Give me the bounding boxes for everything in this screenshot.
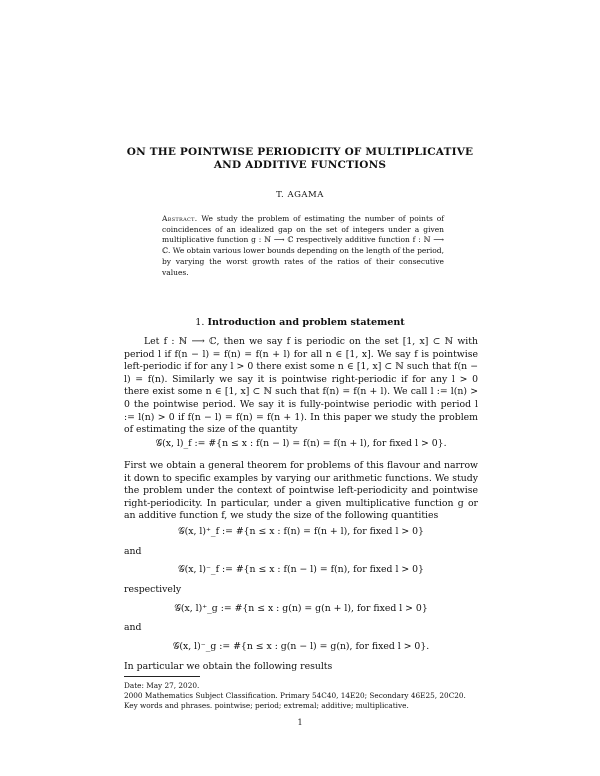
equation-fully-periodic: 𝒢(x, l)_f := #{n ≤ x : f(n − l) = f(n) = f(n + l), for fixed l > 0}. bbox=[155, 438, 447, 449]
section-number: 1. bbox=[195, 317, 205, 328]
connector-and-2: and bbox=[124, 622, 142, 633]
intro-paragraph-1: Let f : ℕ ⟶ ℂ, then we say f is periodic on the set [1, x] ⊂ ℕ with period l if f(n − l) = f(n) = f(n + l) for all n ∈ [1, x]. We say f is pointwise left-periodic if for any l > 0 there exist some n ∈ [1, x] ⊂ ℕ such that f(n − l) = f(n). Similarly we say it is pointwise right-periodic if for any l > 0 there exist some n ∈ [1, x] ⊂ ℕ such that f(n) = f(n + l). We call l := l(n) > 0 the pointwise period. We say it is fully-pointwise periodic with period l := l(n) > 0 if f(n − l) = f(n) = f(n + 1). In this paper we study the problem of estimating the size of the quantity bbox=[124, 336, 478, 436]
footnote-msc: 2000 Mathematics Subject Classification. Primary 54C40, 14E20; Secondary 46E25, 20C20. bbox=[124, 691, 466, 700]
abstract-text: We study the problem of estimating the number of points of coincidences of an idealized gap on the set of integers under a given multiplicative function g : ℕ ⟶ ℂ respectively additive function f : ℕ ⟶ ℂ. We obtain various lower bounds depending on the length of the period, by varying the worst growth rates of the ratios of their consecutive values. bbox=[162, 214, 445, 277]
abstract-label: Abstract. bbox=[162, 214, 198, 223]
section-heading bbox=[0, 317, 600, 328]
footnote-keywords: Key words and phrases. pointwise; period; extremal; additive; multiplicative. bbox=[124, 701, 409, 710]
equation-g-right: 𝒢(x, l)⁺_g := #{n ≤ x : g(n) = g(n + l), for fixed l > 0} bbox=[174, 603, 428, 614]
paper-title-line-1: ON THE POINTWISE PERIODICITY OF MULTIPLICATIVE bbox=[126, 146, 474, 158]
abstract bbox=[162, 214, 444, 278]
equation-g-left: 𝒢(x, l)⁻_g := #{n ≤ x : g(n − l) = g(n), for fixed l > 0}. bbox=[172, 641, 430, 652]
section-title: Introduction and problem statement bbox=[207, 317, 405, 328]
equation-f-right: 𝒢(x, l)⁺_f := #{n ≤ x : f(n) = f(n + l), for fixed l > 0} bbox=[178, 526, 424, 537]
intro-paragraph-2: First we obtain a general theorem for problems of this flavour and narrow it down to specific examples by varying our arithmetic functions. We study the problem under the context of pointwise left-periodicity and pointwise right-periodicity. In particular, under a given multiplicative function g or an additive function f, we study the size of the following quantities bbox=[124, 460, 478, 522]
equation-f-left: 𝒢(x, l)⁻_f := #{n ≤ x : f(n − l) = f(n), for fixed l > 0} bbox=[178, 564, 424, 575]
author-name: T. AGAMA bbox=[276, 190, 324, 200]
paper-title-line-2: AND ADDITIVE FUNCTIONS bbox=[213, 159, 387, 171]
footnote-rule bbox=[124, 676, 200, 677]
footnote-date: Date: May 27, 2020. bbox=[124, 681, 200, 690]
connector-respectively: respectively bbox=[124, 584, 182, 595]
page-number: 1 bbox=[297, 718, 303, 727]
closing-sentence: In particular we obtain the following results bbox=[124, 661, 333, 672]
connector-and-1: and bbox=[124, 546, 142, 557]
